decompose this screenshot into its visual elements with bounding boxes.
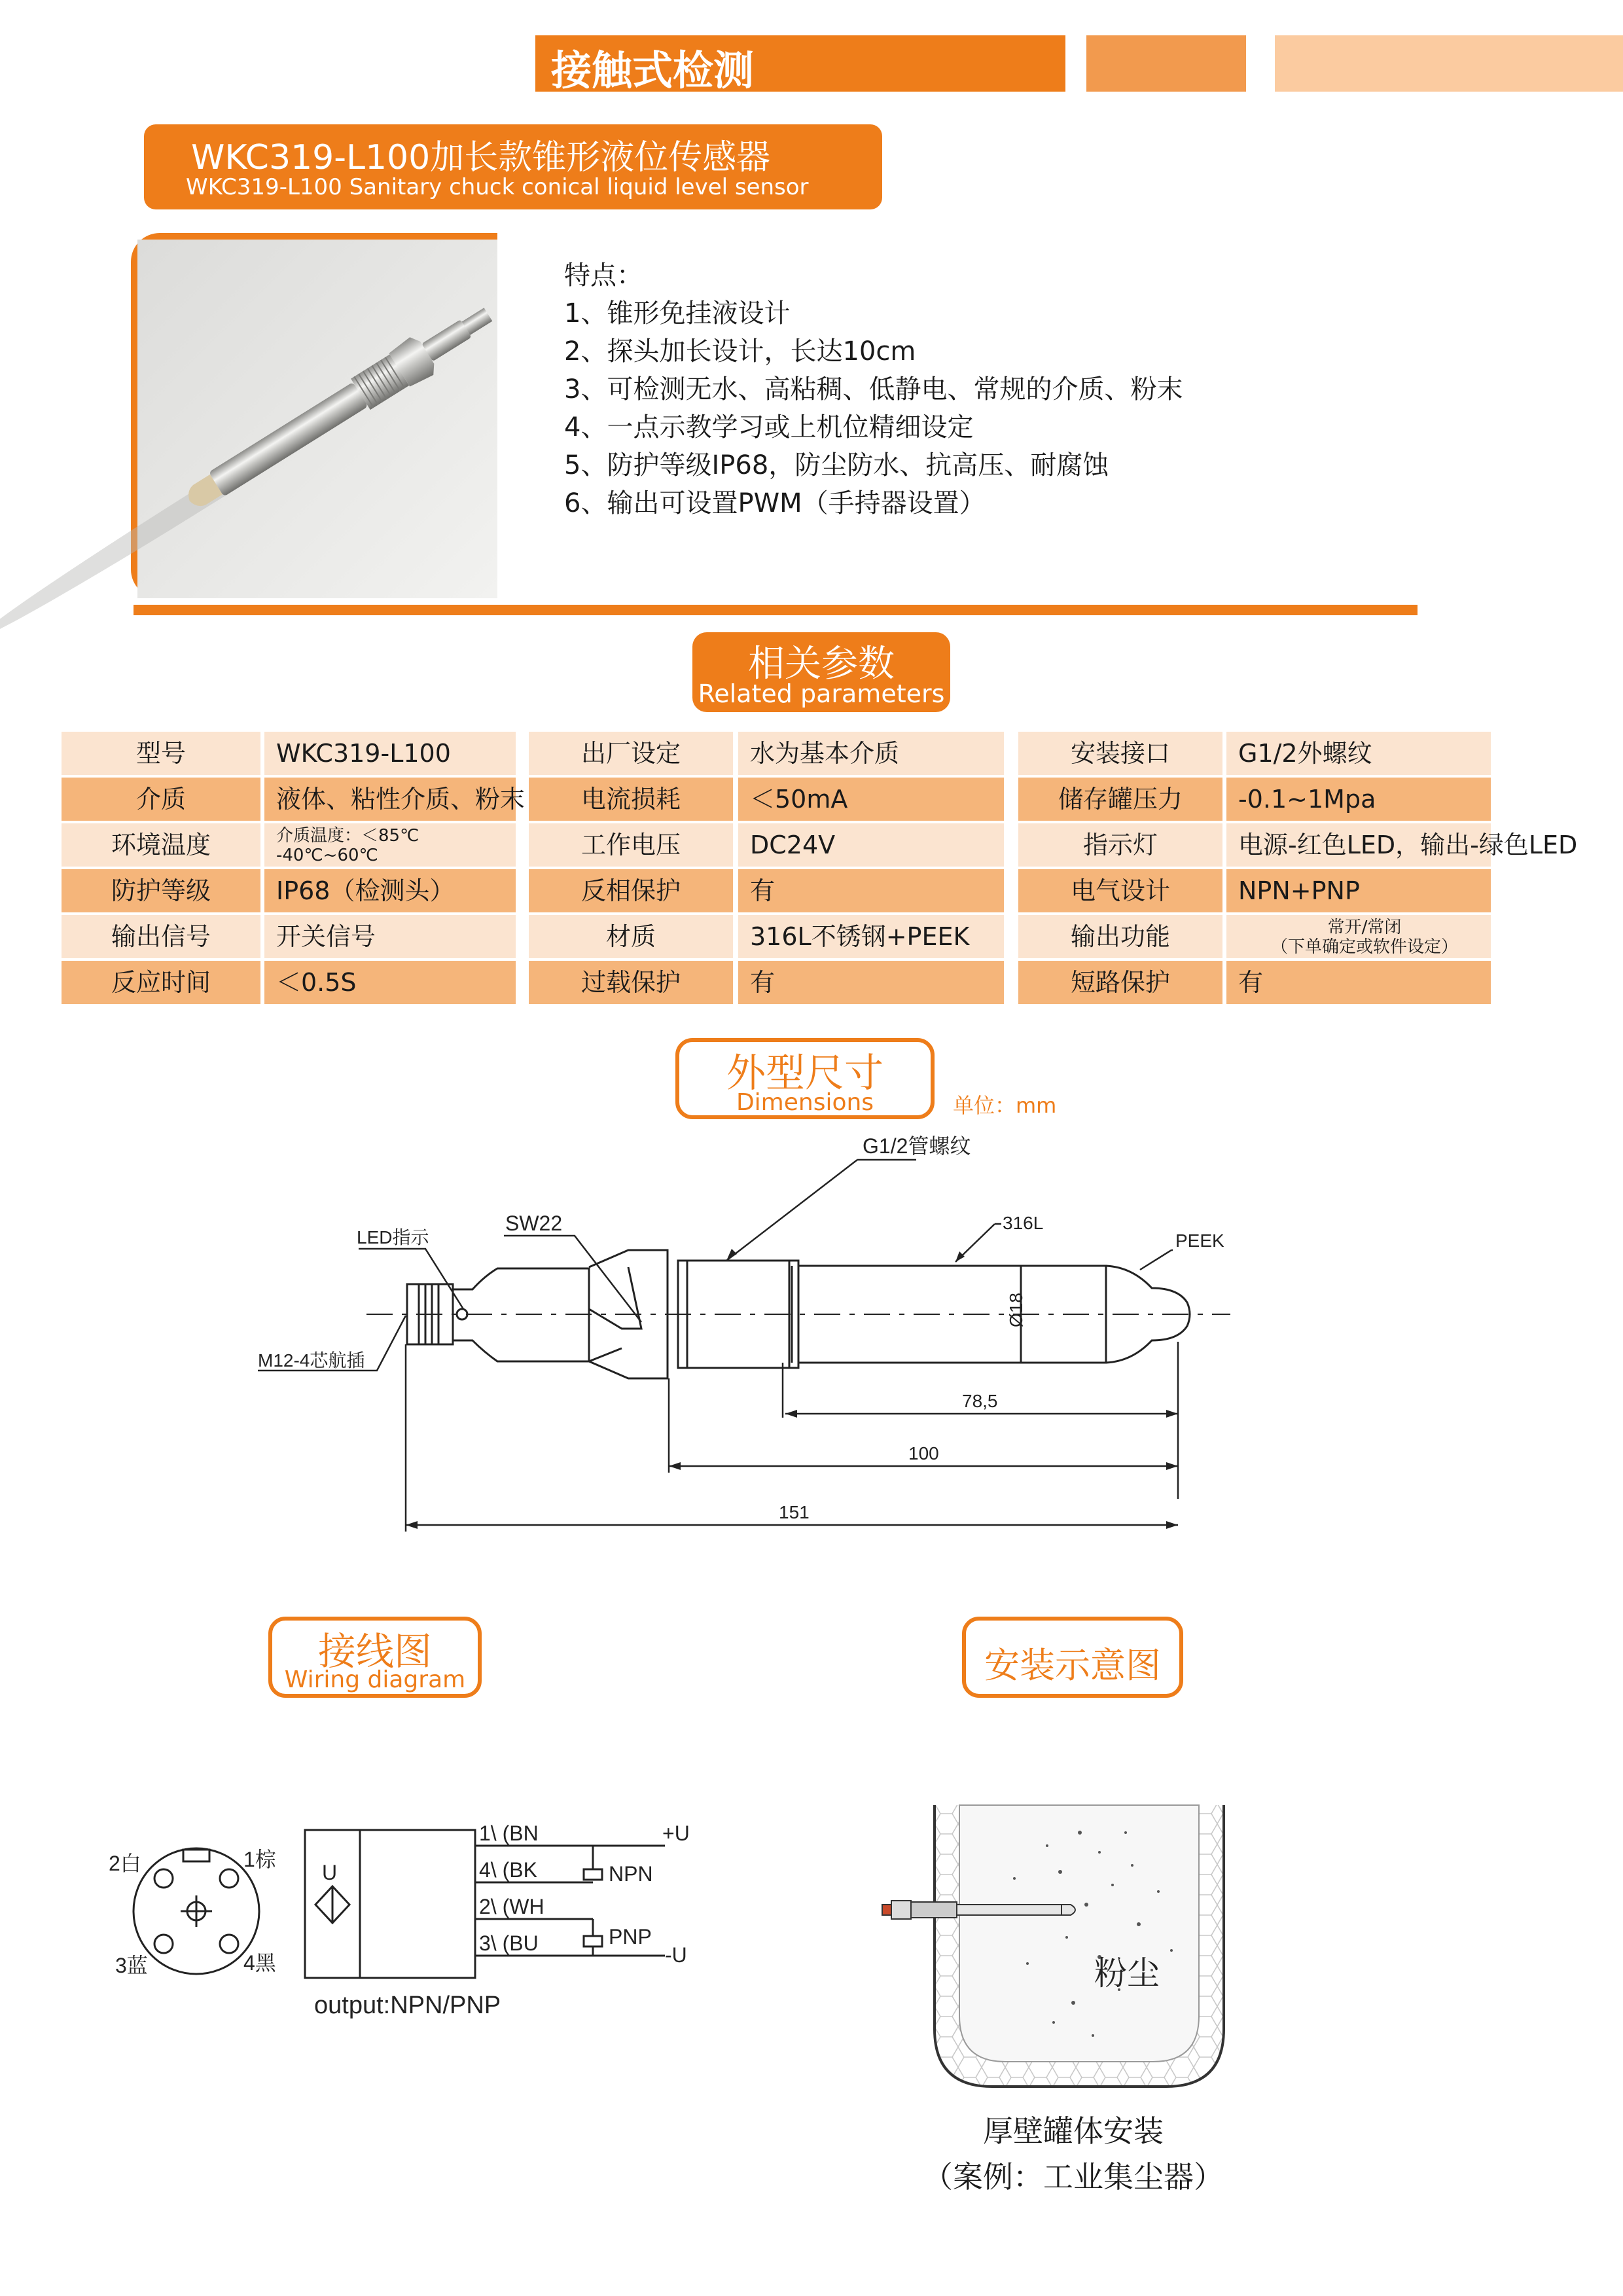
dimensions-heading — [675, 1038, 935, 1119]
param-value: 开关信号 — [264, 915, 516, 958]
npn-label: NPN — [609, 1862, 653, 1886]
dim-sw-label: SW22 — [505, 1211, 563, 1235]
feature-item: 4、一点示教学习或上机位精细设定 — [564, 412, 974, 442]
feature-item: 3、可检测无水、高粘稠、低静电、常规的介质、粉末 — [564, 374, 1183, 404]
param-value: WKC319-L100 — [264, 732, 516, 775]
param-value: 316L不锈钢+PEEK — [738, 915, 1004, 958]
dim-length-3: 151 — [779, 1502, 810, 1522]
installation-heading — [962, 1617, 1183, 1698]
wire-label-1: 1\ (BN — [479, 1821, 539, 1845]
param-value: DC24V — [738, 823, 1004, 867]
params-title-cn: 相关参数 — [748, 643, 895, 685]
dimensions-title-en: Dimensions — [736, 1089, 874, 1116]
param-value: 水为基本介质 — [738, 732, 1004, 775]
dimensions-title-cn: 外型尺寸 — [726, 1050, 883, 1096]
feature-item: 2、探头加长设计，长达10cm — [564, 336, 916, 367]
param-value: ＜0.5S — [264, 961, 516, 1004]
feature-item: 5、防护等级IP68，防尘防水、抗高压、耐腐蚀 — [564, 450, 1109, 480]
param-label: 指示灯 — [1018, 823, 1222, 867]
dimension-drawing — [0, 1113, 1623, 1571]
param-value: 电源-红色LED，输出-绿色LED — [1226, 823, 1491, 867]
param-value: 有 — [1226, 961, 1491, 1004]
dim-body-material: 316L — [1003, 1213, 1044, 1233]
param-value: 有 — [738, 869, 1004, 912]
plus-u-label: +U — [662, 1821, 690, 1845]
pin-4-label: 4黑 — [243, 1951, 276, 1975]
param-label: 防护等级 — [62, 869, 260, 912]
param-label: 反应时间 — [62, 961, 260, 1004]
pnp-label: PNP — [609, 1925, 652, 1948]
param-label: 安装接口 — [1018, 732, 1222, 775]
params-table — [0, 0, 1623, 1021]
param-label: 输出功能 — [1018, 915, 1222, 958]
wiring-title-en: Wiring diagram — [284, 1666, 466, 1693]
section-title: 接触式检测 — [551, 46, 755, 94]
feature-item: 1、锥形免挂液设计 — [564, 298, 791, 329]
param-label: 介质 — [62, 778, 260, 821]
wiring-output-label: output:NPN/PNP — [314, 1992, 501, 2019]
installation-drawing — [864, 1793, 1296, 2094]
param-label: 反相保护 — [529, 869, 733, 912]
param-label: 出厂设定 — [529, 732, 733, 775]
wire-label-4: 4\ (BK — [479, 1858, 537, 1882]
param-label: 环境温度 — [62, 823, 260, 867]
param-value: NPN+PNP — [1226, 869, 1491, 912]
dim-length-1: 78,5 — [962, 1391, 998, 1411]
param-label: 短路保护 — [1018, 961, 1222, 1004]
dim-length-2: 100 — [908, 1443, 939, 1463]
pin-3-label: 3蓝 — [115, 1954, 148, 1977]
param-label: 电气设计 — [1018, 869, 1222, 912]
param-value: ＜50mA — [738, 778, 1004, 821]
wiring-diagram — [92, 1806, 720, 2029]
param-label: 电流损耗 — [529, 778, 733, 821]
dim-diameter: Ø18 — [1006, 1293, 1026, 1327]
param-label: 过载保护 — [529, 961, 733, 1004]
param-value: IP68（检测头） — [264, 869, 516, 912]
wire-label-3: 3\ (BU — [479, 1931, 539, 1955]
sensor-box-label: U — [322, 1861, 338, 1884]
features-heading: 特点： — [564, 260, 643, 291]
feature-item: 6、输出可设置PWM（手持器设置） — [564, 488, 986, 518]
dim-thread-label: G1/2管螺纹 — [863, 1134, 971, 1158]
param-value: 介质温度：＜85℃ -40℃~60℃ — [264, 823, 516, 867]
params-title-en: Related parameters — [698, 679, 945, 708]
param-label: 材质 — [529, 915, 733, 958]
dim-led-label: LED指示 — [357, 1227, 429, 1247]
dim-connector-label: M12-4芯航插 — [258, 1350, 365, 1371]
product-title-cn: WKC319-L100加长款锥形液位传感器 — [191, 138, 771, 177]
installation-caption-2: （案例：工业集尘器） — [923, 2159, 1224, 2195]
dimensions-unit: 单位：mm — [953, 1093, 1057, 1118]
minus-u-label: -U — [665, 1943, 687, 1967]
param-value: 液体、粘性介质、粉末 — [264, 778, 516, 821]
wiring-title-cn: 接线图 — [317, 1629, 432, 1674]
param-label: 储存罐压力 — [1018, 778, 1222, 821]
installation-title: 安装示意图 — [984, 1645, 1161, 1686]
pin-2-label: 2白 — [109, 1852, 141, 1875]
param-value: 有 — [738, 961, 1004, 1004]
param-value: 常开/常闭 （下单确定或软件设定） — [1226, 915, 1491, 958]
param-value: G1/2外螺纹 — [1226, 732, 1491, 775]
wiring-heading — [268, 1617, 482, 1698]
pin-1-label: 1棕 — [243, 1848, 276, 1871]
param-label: 输出信号 — [62, 915, 260, 958]
product-title-en: WKC319-L100 Sanitary chuck conical liquid level sensor — [186, 174, 809, 200]
param-label: 工作电压 — [529, 823, 733, 867]
param-value: -0.1~1Mpa — [1226, 778, 1491, 821]
param-label: 型号 — [62, 732, 260, 775]
installation-caption-1: 厚壁罐体安装 — [983, 2113, 1164, 2149]
installation-medium: 粉尘 — [1094, 1955, 1160, 1992]
dim-tip-material: PEEK — [1175, 1230, 1224, 1251]
wire-label-2: 2\ (WH — [479, 1895, 544, 1918]
